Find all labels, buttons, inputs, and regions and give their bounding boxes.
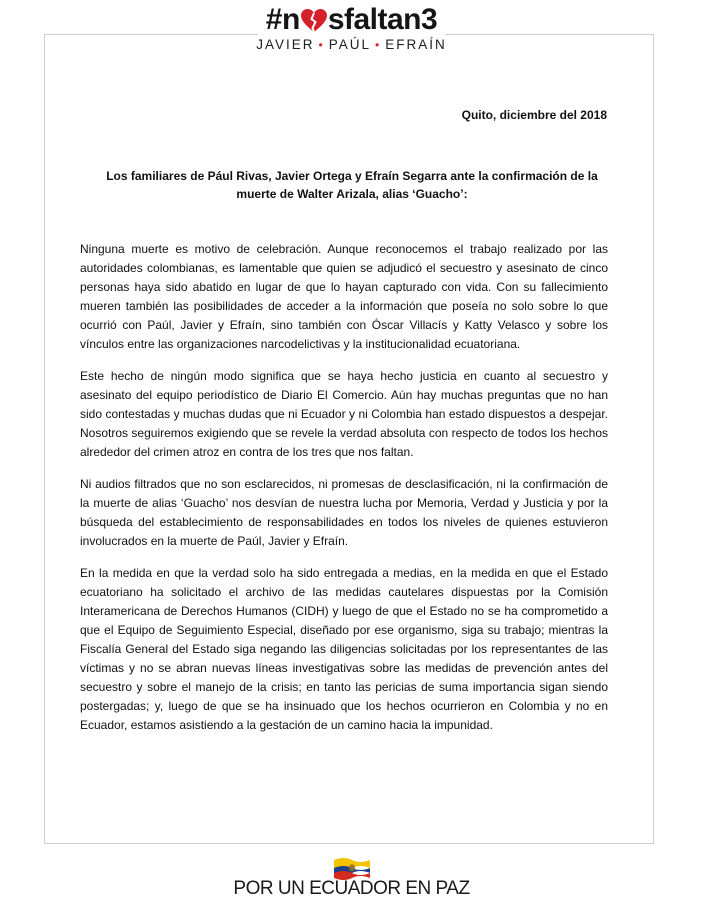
letter-date: Quito, diciembre del 2018 xyxy=(461,108,607,122)
logo-suffix: sfaltan3 xyxy=(327,3,438,36)
name-separator-dot: • xyxy=(318,38,325,52)
paragraph: Este hecho de ningún modo significa que se haya hecho justicia en cuanto al secuestro y asesinato del equipo periodístico de Diario El Comercio. Aún hay muchas preguntas que no han sido contestadas y muchas dudas que ni Ecuador y ni Colombia han estado dispuestos a despejar. Nosotros seguiremos exigiendo que se revele la verdad absoluta con respecto de todos los hechos alrededor del crimen atroz en contra de los tres que nos faltan. xyxy=(80,369,608,459)
name-paul: PAÚL xyxy=(328,37,371,52)
logo-prefix: #n xyxy=(265,3,300,36)
name-efrain: EFRAÍN xyxy=(385,37,447,52)
letter-body xyxy=(80,240,608,748)
footer-slogan: POR UN ECUADOR EN PAZ xyxy=(233,878,470,899)
name-javier: JAVIER xyxy=(256,37,315,52)
letter-heading: Los familiares de Pául Rivas, Javier Ortega y Efraín Segarra ante la confirmación de la muerte de Walter Arizala, alias ‘Guacho’: xyxy=(106,169,598,201)
paragraph: En la medida en que la verdad solo ha sido entregada a medias, en la medida en que el Estado ecuatoriano ha solicitado el archivo de las medidas cautelares dispuestas por la Comisión Interamericana de Derechos Humanos (CIDH) y luego de que el Estado no se ha comprometido a que el Equipo de Seguimiento Especial, diseñado por ese organismo, siga su trabajo; mientras la Fiscalía General del Estado siga negando las diligencias solicitadas por los representantes de las víctimas y no se abran nuevas líneas investigativas sobre las medidas de prevención antes del secuestro y sobre el manejo de la crisis; en tanto las pericias de suma importancia sigan siendo postergadas; y, luego de que se ha insinuado que los hechos ocurrieron en Colombia y no en Ecuador, estamos asistiendo a la gestación de un camino hacia la impunidad. xyxy=(80,566,608,732)
logo-names xyxy=(246,37,456,52)
name-separator-dot: • xyxy=(375,38,382,52)
campaign-logo xyxy=(0,4,703,54)
logo-hashtag xyxy=(258,4,445,36)
broken-heart-icon xyxy=(301,9,327,33)
paragraph: Ni audios filtrados que no son esclarecidos, ni promesas de desclasificación, ni la confirmación de la muerte de alias ‘Guacho’ nos desvían de nuestra lucha por Memoria, Verdad y Justicia y por la búsqueda del establecimiento de responsabilidades en todos los niveles de quienes estuvieron involucrados en la muerte de Paúl, Javier y Efraín. xyxy=(80,477,608,548)
paragraph: Ninguna muerte es motivo de celebración. Aunque reconocemos el trabajo realizado por las autoridades colombianas, es lamentable que quien se adjudicó el secuestro y asesinato de cinco personas haya sido abatido en lugar de que lo hayan capturado con vida. Con su fallecimiento mueren también las posibilidades de acceder a la información que poseía no solo sobre lo que ocurrió con Paúl, Javier y Efraín, sino también con Óscar Villacís y Katty Velasco y sobre los vínculos entre las organizaciones narcodelictivas y la institucionalidad ecuatoriana. xyxy=(80,242,608,351)
